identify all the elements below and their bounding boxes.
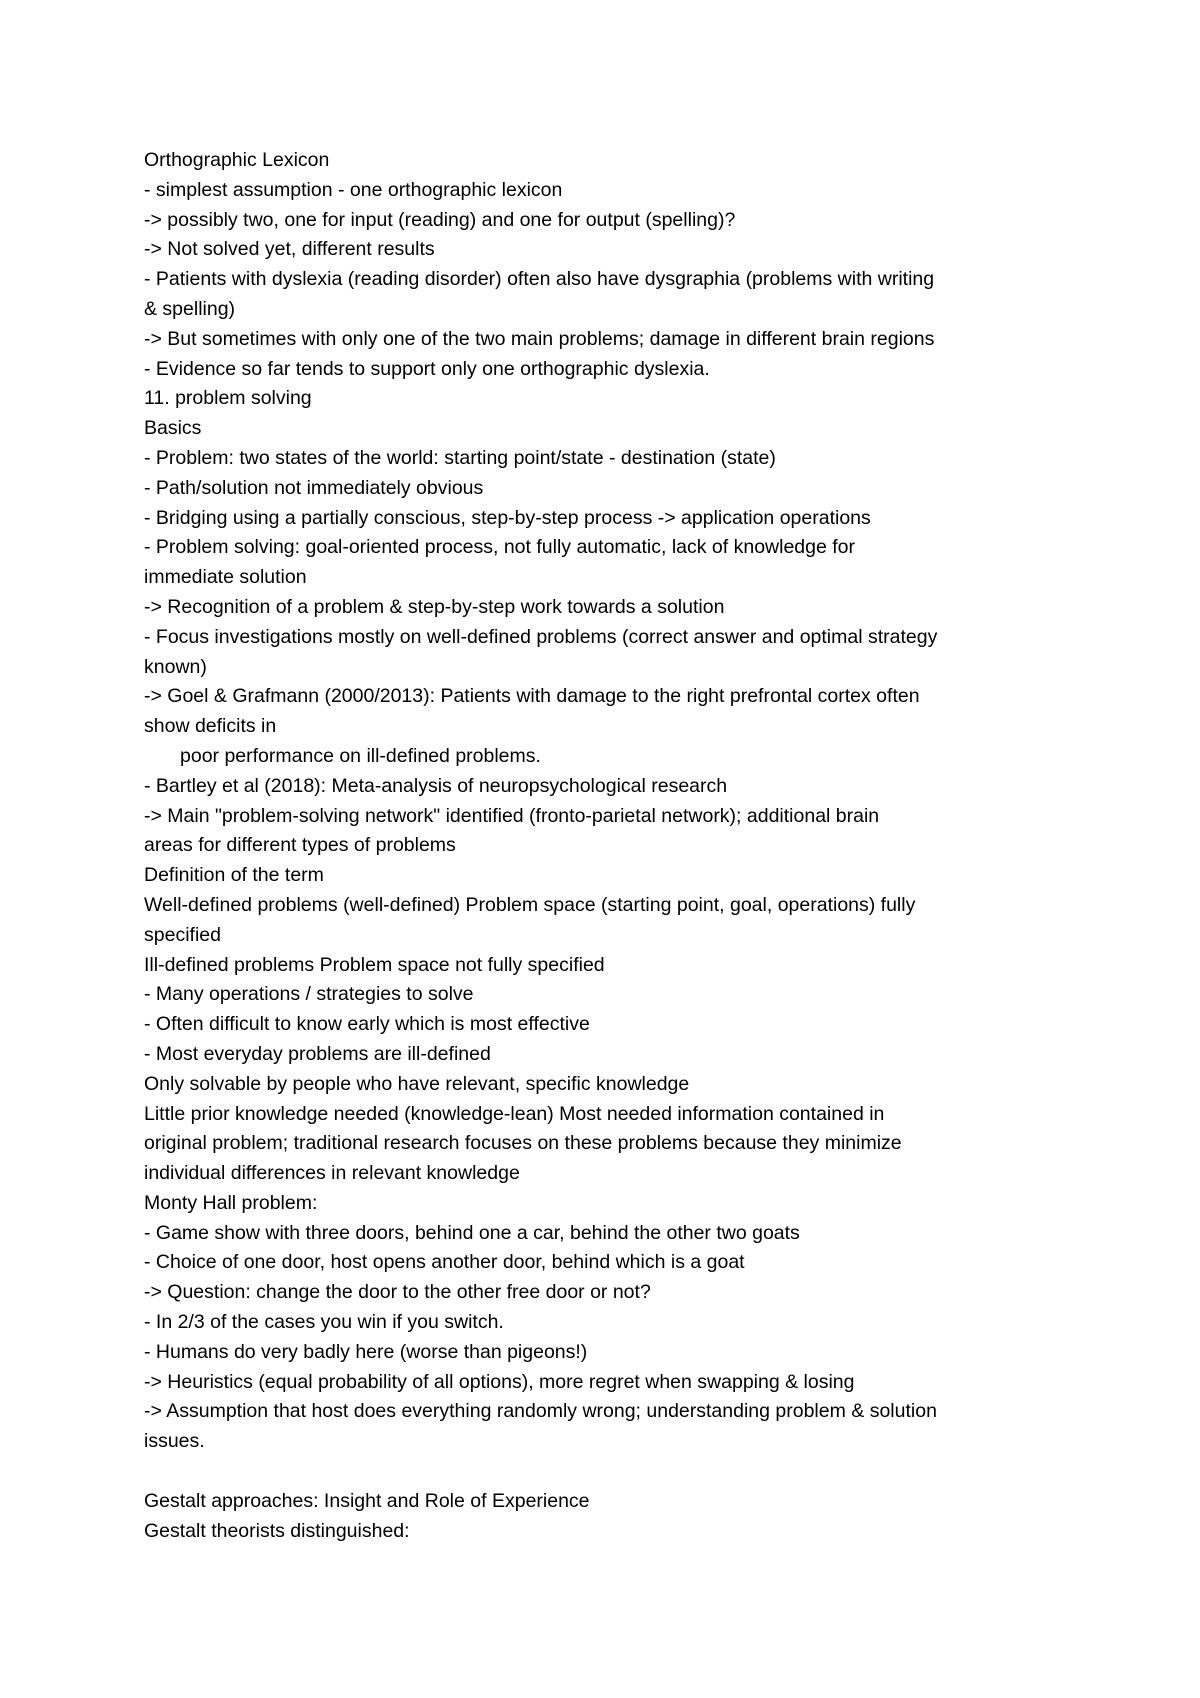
text-line: - simplest assumption - one orthographic lexicon — [144, 178, 563, 201]
text-line: original problem; traditional research focuses on these problems because they minimize — [144, 1132, 902, 1155]
heading-definition-of-the-term: Definition of the term — [144, 864, 324, 887]
text-line: - In 2/3 of the cases you win if you switch. — [144, 1311, 504, 1334]
text-line: - Path/solution not immediately obvious — [144, 476, 484, 499]
text-line: specified — [144, 923, 221, 946]
text-line: Little prior knowledge needed (knowledge-lean) Most needed information contained in — [144, 1102, 885, 1125]
text-line: - Problem: two states of the world: starting point/state - destination (state) — [144, 446, 776, 469]
text-line: & spelling) — [144, 297, 236, 320]
text-line: - Focus investigations mostly on well-defined problems (correct answer and optimal strategy — [144, 625, 938, 648]
text-line: - Problem solving: goal-oriented process, not fully automatic, lack of knowledge for — [144, 536, 856, 559]
text-line: -> Question: change the door to the other free door or not? — [144, 1281, 651, 1304]
text-line: individual differences in relevant knowledge — [144, 1162, 520, 1185]
text-line: Gestalt theorists distinguished: — [144, 1519, 410, 1542]
text-line: -> Not solved yet, different results — [144, 238, 435, 261]
text-line: -> Assumption that host does everything randomly wrong; understanding problem & solution — [144, 1400, 937, 1423]
text-line: known) — [144, 655, 207, 678]
text-line: Ill-defined problems Problem space not fully specified — [144, 953, 605, 976]
indented-text-line: poor performance on ill-defined problems. — [180, 744, 541, 767]
heading-orthographic-lexicon: Orthographic Lexicon — [144, 149, 330, 171]
text-line: show deficits in — [144, 715, 277, 738]
text-line: Well-defined problems (well-defined) Problem space (starting point, goal, operations) fully — [144, 893, 916, 916]
text-line: -> possibly two, one for input (reading) and one for output (spelling)? — [144, 208, 736, 231]
text-line: -> Recognition of a problem & step-by-step work towards a solution — [144, 595, 725, 618]
text-line: areas for different types of problems — [144, 834, 456, 857]
text-line: immediate solution — [144, 566, 307, 589]
text-line: -> Goel & Grafmann (2000/2013): Patients with damage to the right prefrontal cortex often — [144, 685, 920, 708]
text-line: -> But sometimes with only one of the two main problems; damage in different brain regions — [144, 327, 935, 350]
text-line: - Most everyday problems are ill-defined — [144, 1042, 491, 1065]
text-line: - Game show with three doors, behind one a car, behind the other two goats — [144, 1221, 800, 1244]
text-line: - Many operations / strategies to solve — [144, 983, 474, 1006]
text-line: - Bridging using a partially conscious, step-by-step process -> application operations — [144, 506, 871, 529]
heading-basics: Basics — [144, 417, 202, 440]
document-body — [144, 146, 1084, 1546]
text-line: - Patients with dyslexia (reading disorder) often also have dysgraphia (problems with writing — [144, 268, 935, 291]
text-line: -> Main "problem-solving network" identified (fronto-parietal network); additional brain — [144, 804, 880, 827]
heading-gestalt-approaches: Gestalt approaches: Insight and Role of Experience — [144, 1489, 590, 1512]
text-line: Only solvable by people who have relevant, specific knowledge — [144, 1072, 690, 1095]
heading-problem-solving: 11. problem solving — [144, 387, 312, 410]
text-line: -> Heuristics (equal probability of all options), more regret when swapping & losing — [144, 1370, 855, 1393]
text-line: - Choice of one door, host opens another door, behind which is a goat — [144, 1251, 745, 1274]
text-line: - Bartley et al (2018): Meta-analysis of neuropsychological research — [144, 774, 728, 797]
text-line: - Often difficult to know early which is most effective — [144, 1013, 590, 1036]
text-line: - Humans do very badly here (worse than pigeons!) — [144, 1340, 588, 1363]
blank-line — [144, 1457, 1084, 1487]
text-line: - Evidence so far tends to support only one orthographic dyslexia. — [144, 357, 710, 380]
heading-monty-hall-problem: Monty Hall problem: — [144, 1191, 318, 1214]
text-line: issues. — [144, 1430, 205, 1453]
